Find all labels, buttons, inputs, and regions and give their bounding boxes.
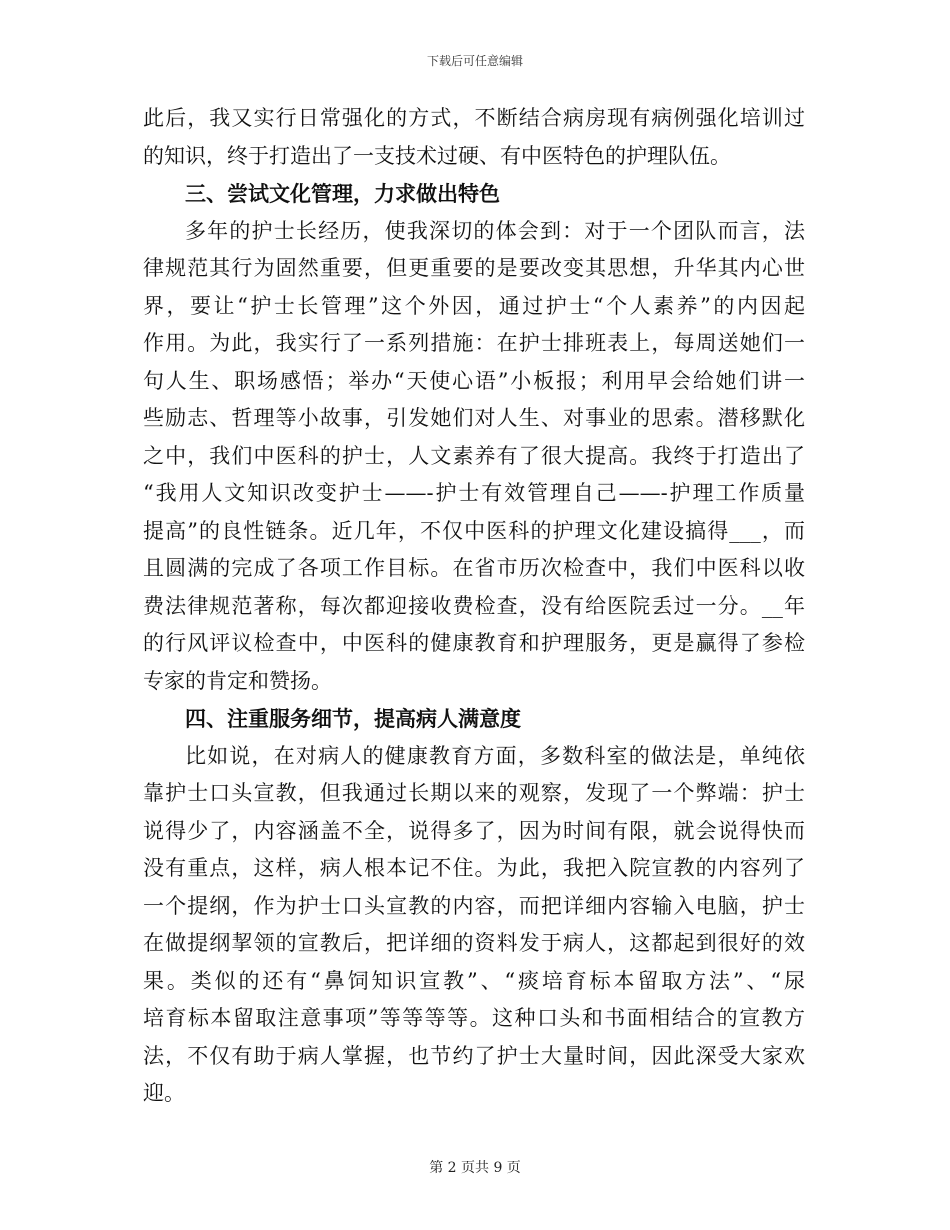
text-line: 的知识，终于打造出了一支技术过硬、有中医特色的护理队伍。 <box>143 143 731 168</box>
text-line: 提高”的良性链条。近几年，不仅中医科的护理文化建设搞得___，而 <box>143 518 805 543</box>
text-line: 之中，我们中医科的护士，人文素养有了很大提高。我终于打造出了 <box>143 443 805 468</box>
text-line: 此后，我又实行日常强化的方式，不断结合病房现有病例强化培训过 <box>143 106 805 130</box>
text-line: 说得少了，内容涵盖不全，说得多了，因为时间有限，就会说得快而 <box>143 818 805 843</box>
page-header-note: 下载后可任意编辑 <box>426 54 523 68</box>
page-number: 第 2 页共 9 页 <box>429 1160 521 1176</box>
text-line: 句人生、职场感悟；举办“天使心语”小板报；利用早会给她们讲一 <box>143 368 805 393</box>
text-line: 果。类似的还有“鼻饲知识宣教”、“痰培育标本留取方法”、“尿 <box>143 968 805 993</box>
text-line: 多年的护士长经历，使我深切的体会到：对于一个团队而言，法 <box>185 218 805 243</box>
text-line: 律规范其行为固然重要，但更重要的是要改变其思想，升华其内心世 <box>143 256 805 280</box>
text-line: 没有重点，这样，病人根本记不住。为此，我把入院宣教的内容列了 <box>143 856 805 880</box>
text-line: 在做提纲挈领的宣教后，把详细的资料发于病人，这都起到很好的效 <box>143 931 805 955</box>
text-line: 迎。 <box>143 1081 185 1105</box>
text-line: 一个提纲，作为护士口头宣教的内容，而把详细内容输入电脑，护士 <box>143 893 805 918</box>
text-line: 靠护士口头宣教，但我通过长期以来的观察，发现了一个弊端：护士 <box>143 781 805 805</box>
text-line: 比如说，在对病人的健康教育方面，多数科室的做法是，单纯依 <box>185 743 805 768</box>
text-line: 作用。为此，我实行了一系列措施：在护士排班表上，每周送她们一 <box>143 331 805 355</box>
text-line: 培育标本留取注意事项”等等等等。这种口头和书面相结合的宣教方 <box>143 1006 805 1030</box>
document-body <box>143 100 805 1113</box>
text-line: 费法律规范著称，每次都迎接收费检查，没有给医院丢过一分。__年 <box>143 593 805 618</box>
text-line: 些励志、哲理等小故事，引发她们对人生、对事业的思索。潜移默化 <box>143 406 805 430</box>
section-heading-3: 三、尝试文化管理，力求做出特色 <box>185 181 500 206</box>
text-line: 专家的肯定和赞扬。 <box>143 668 332 693</box>
section-heading-4: 四、注重服务细节，提高病人满意度 <box>185 706 521 731</box>
text-line: 且圆满的完成了各项工作目标。在省市历次检查中，我们中医科以收 <box>143 556 805 580</box>
text-line: 的行风评议检查中，中医科的健康教育和护理服务，更是赢得了参检 <box>143 631 805 655</box>
text-line: “我用人文知识改变护士——-护士有效管理自己——-护理工作质量 <box>143 481 805 505</box>
text-line: 界，要让“护士长管理”这个外因，通过护士“个人素养”的内因起 <box>143 293 805 318</box>
text-line: 法，不仅有助于病人掌握，也节约了护士大量时间，因此深受大家欢 <box>143 1043 805 1068</box>
